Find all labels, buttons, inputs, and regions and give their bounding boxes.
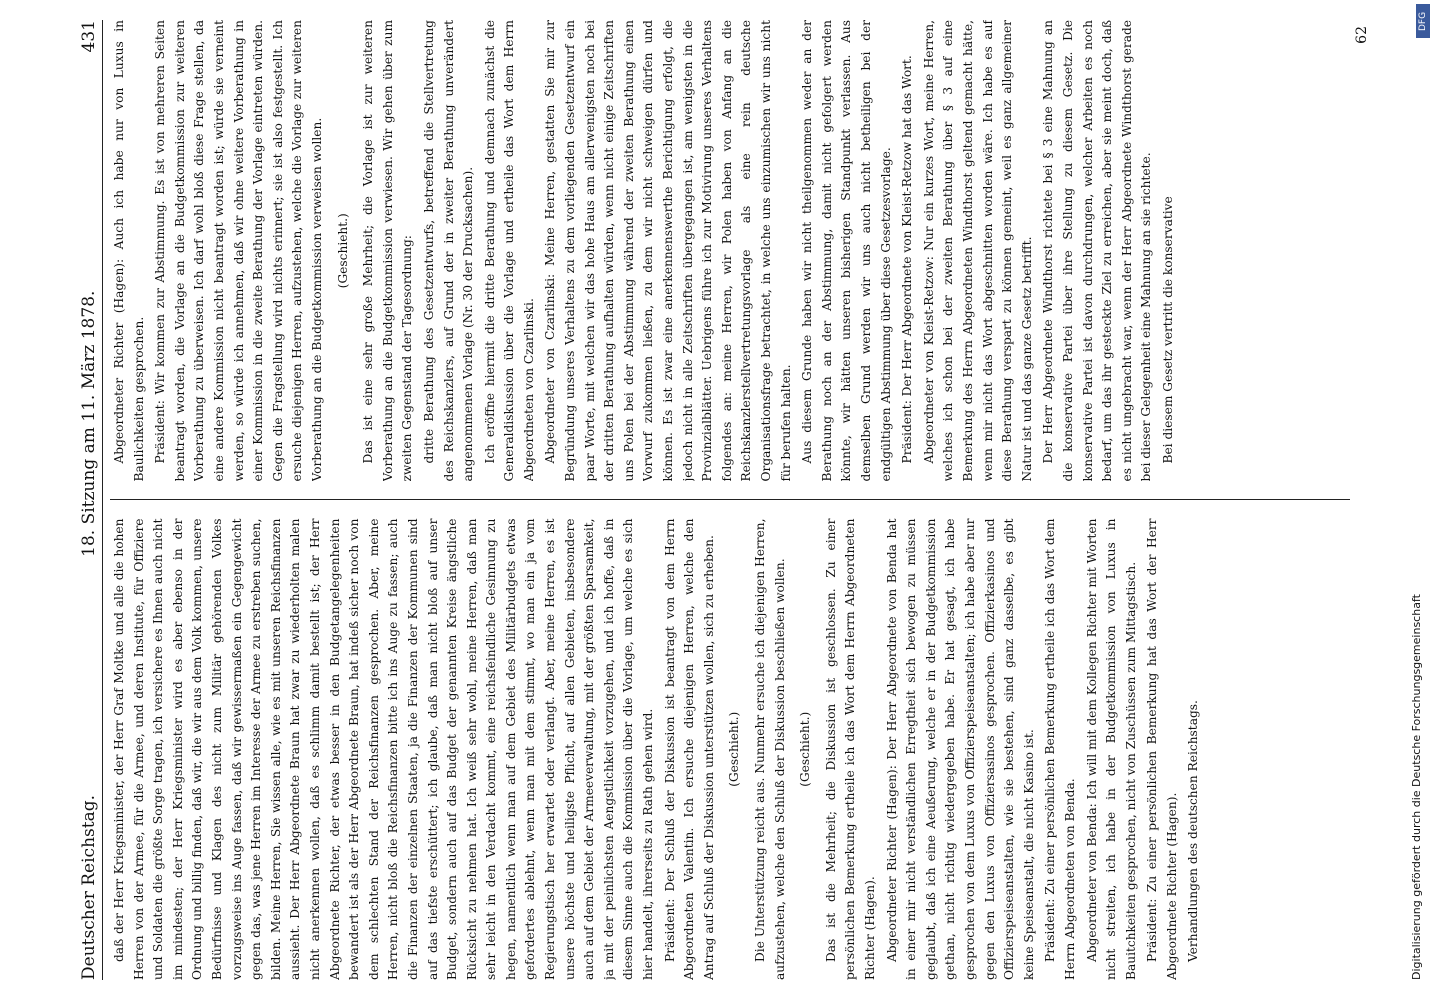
- running-head-left: Deutscher Reichstag.: [79, 795, 99, 980]
- paragraph: Präsident: Zu einer persönlichen Bemerkung hat das Wort der Herr Abgeordnete Richter (Hagen).: [1145, 518, 1179, 980]
- digitization-note: Digitalisierung gefördert durch die Deutsche Forschungsgemeinschaft: [1410, 594, 1423, 980]
- paragraph: Der Herr Abgeordnete Windthorst richtete bei § 3 eine Mahnung an die konservative Partei über ihre Stellung zu diesem Gesetz. Die konservative Partei ist davon durchdrungen, welcher Arbeiten es noch bedarf, um das ihr gesteckte Ziel zu erreichen, aber sie meint doch, daß es nicht ungebracht war, wenn der Herr Abgeordnete Windthorst gerade bei dieser Gelegenheit eine Mahnung an sie richtete.: [1041, 20, 1154, 482]
- paragraph: Präsident: Zu einer persönlichen Bemerkung ertheile ich das Wort dem Herrn Abgeordneten von Benda.: [1043, 518, 1077, 980]
- paragraph: Präsident: Wir kommen zur Abstimmung. Es ist von mehreren Seiten beantragt worden, die Vorlage an die Budgetkommission zur weiteren Vorberathung zu überweisen. Ich darf wohl bloß diese Frage stellen, da eine andere Kommission nicht beantragt worden ist; würde sie verneint werden, so würde ich annehmen, daß wir ohne weitere Vorberathung in einer Kommission in die zweite Berathung der Vorlage eintreten würden. Gegen die Fragstellung wird nichts erinnert; sie ist also festgestellt. Ich ersuche diejenigen Herren, aufzustehen, welche die Vorlage zur weiteren Vorberathung an die Budgetkommission verweisen wollen.: [153, 20, 324, 482]
- paragraph: Ich eröffne hiermit die dritte Berathung und demnach zunächst die Generaldiskussion über die Vorlage und ertheile das Wort dem Herrn Abgeordneten von Czarlinski.: [482, 20, 536, 482]
- paragraph: daß der Herr Kriegsminister, der Herr Graf Moltke und alle die hohen Herren von der Armee, für die Armee, und deren Institute, für Offiziere und Soldaten die größte Sorge tragen, ich versichere es Ihnen auch nicht im mindesten; der Herr Kriegsminister wird es aber ebenso in der Ordnung und billig finden, daß wir, die wir aus dem Volk kommen, unsere Bedürfnisse und Klagen des nicht zum Militär gehörenden Volkes vorzugsweise ins Auge fassen, daß wir gewissermaßen ein Gegengewicht gegen das, was jene Herren im Interesse der Armee zu erstreben suchen, bilden. Meine Herren, Sie wissen alle, wie es mit unseren Reichsfinanzen aussieht. Der Herr Abgeordnete Braun hat zwar zu wiederholten malen nicht anerkennen wollen, daß es schlimm damit bestellt ist; der Herr Abgeordnete Richter, der etwas besser in den Budgetangelegenheiten bewandert ist als der Herr Abgeordnete Braun, hat indeß sicher noch von dem schlechten Stand der Reichsfinanzen gesprochen. Aber, meine Herren, nicht bloß die Reichsfinanzen bitte ich ins Auge zu fassen; auch die Finanzen der einzelnen Staaten, ja die Finanzen der Kommunen sind auf das tiefste erschüttert; ich glaube, daß man nicht bloß auf unser Budget, sondern auch auf das Budget der genannten Kreise ängstliche Rücksicht zu nehmen hat. Ich weiß sehr wohl, meine Herren, daß man sehr leicht in den Verdacht kommt, eine reichsfeindliche Gesinnung zu hegen, namentlich wenn man auf dem Gebiet des Militärbudgets etwas gefordertes ablehnt, wenn man mit dem stimmt, wo man ein ja vom Regierungstisch her erwartet oder verlangt. Aber, meine Herren, es ist unsere höchste und heiligste Pflicht, auf allen Gebieten, insbesondere auch auf dem Gebiet der Armeeverwaltung, mit der größten Sparsamkeit, ja mit der peinlichsten Aengstlichkeit vorzugehen, und ich hoffe, daß in diesem Sinne auch die Kommission über die Vorlage, um welche es sich hier handelt, ihrerseits zu Rath gehen wird.: [112, 518, 656, 980]
- paragraph: Präsident: Der Herr Abgeordnete von Kleist-Retzow hat das Wort.: [900, 55, 915, 464]
- stage-direction: (Geschieht.): [335, 213, 350, 289]
- paragraph: Verhandlungen des deutschen Reichstags.: [1186, 700, 1201, 962]
- paragraph: dritte Berathung des Gesetzentwurfs, betreffend die Stellvertretung des Reichskanzlers, auf Grund der in zweiter Berathung unverändert angenommenen Vorlage (Nr. 30 der Drucksachen).: [421, 20, 476, 482]
- running-head-center: 18. Sitzung am 11. März 1878.: [79, 290, 99, 557]
- paragraph: Abgeordneter Richter (Hagen): Auch ich habe nur von Luxus in Baulichkeiten gesprochen.: [112, 20, 146, 482]
- paragraph: Aus diesem Grunde haben wir nicht theilgenommen weder an der Berathung noch an der Abstimmung, damit nicht gefolgert werden könnte, wir hätten unseren bisherigen Standpunkt verlassen. Aus demselben Grund werden wir uns auch nicht betheiligen bei der endgültigen Abstimmung über diese Gesetzesvorlage.: [800, 20, 893, 482]
- rotated-document-page: [76, 20, 1376, 980]
- stage-direction: (Geschieht.): [727, 711, 742, 787]
- paragraph: Abgeordneter von Kleist-Retzow: Nur ein kurzes Wort, meine Herren, welches ich schon bei der zweiten Berathung über § 3 auf eine Bemerkung des Herrn Abgeordneten Windthorst geltend gemacht hätte, wenn mir nicht das Wort abgeschnitten worden wäre. Ich habe es auf diese Berathung verspart zu können gemeint, weil es ganz allgemeiner Natur ist und das ganze Gesetz betrifft.: [921, 20, 1034, 482]
- digitization-strip: [1395, 0, 1432, 1000]
- paragraph: Abgeordneter von Benda: Ich will mit dem Kollegen Richter mit Worten nicht streiten, ich habe in der Budgetkommission von Luxus in Bauitchkeiten gesprochen, nicht von Zuschüssen zum Mittagstisch.: [1084, 518, 1138, 980]
- paragraph: Das ist die Mehrheit; die Diskussion ist geschlossen. Zu einer persönlichen Bemerkung ertheile ich das Wort dem Herrn Abgeordneten Richter (Hagen).: [823, 518, 877, 980]
- stage-direction: (Geschieht.): [798, 711, 813, 787]
- paragraph: Abgeordneter Richter (Hagen): Der Herr Abgeordnete von Benda hat in einer mir nicht verständlichen Erregtheit sich bewogen zu müssen geglaubt, daß ich eine Aeußerung, welche er in der Budgetkommission gethan, nicht richtig wiedergegeben habe. Er hat gesagt, ich habe gesprochen von dem Luxus von Offizierspeiseanstalten; ich habe aber nur gegen den Luxus von Offiziersasinos gesprochen. Offizierkasinos und Offizierspeiseanstalten, wie sie bestehen, sind ganz dasselbe, es gibt keine Speiseanstalt, die nicht Kasino ist.: [884, 518, 1036, 980]
- text-columns: [110, 20, 1350, 980]
- right-column: [110, 20, 1350, 482]
- running-head: [76, 20, 103, 980]
- left-column: [110, 519, 1350, 981]
- paragraph: Bei diesem Gesetz vertritt die konservative: [1160, 196, 1175, 464]
- dfg-logo: DFG: [1416, 4, 1430, 38]
- paragraph: Präsident: Der Schluß der Diskussion ist beantragt von dem Herrn Abgeordneten Valentin. Ich ersuche diejenigen Herren, welche den Antrag auf Schluß der Diskussion unterstützen wollen, sich zu erheben.: [662, 518, 716, 980]
- signature-mark: 62: [1354, 26, 1370, 44]
- column-divider: [110, 500, 1350, 501]
- paragraph: Die Unterstützung reicht aus. Nunmehr ersuche ich diejenigen Herren, aufzustehen, welche den Schluß der Diskussion beschließen wollen.: [753, 518, 787, 980]
- paragraph: Das ist eine sehr große Mehrheit; die Vorlage ist zur weiteren Vorberathung an die Budgetkommission verwiesen. Wir gehen über zum zweiten Gegenstand der Tagesordnung:: [361, 20, 415, 482]
- page-number: 431: [79, 20, 99, 53]
- paragraph: Abgeordneter von Czarlinski: Meine Herren, gestatten Sie mir zur Begründung unseres Verhaltens zu dem vorliegenden Gesetzentwurf ein paar Worte, mit welchen wir das hohe Haus am allerwenigsten noch bei der dritten Berathung aufhalten würden, wenn nicht einige Zeitschriften uns Polen bei der Abstimmung während der zweiten Berathung einen Vorwurf zukommen ließen, zu dem wir nicht schweigen dürfen und können. Es ist zwar eine anerkennenswerthe Berichtigung erfolgt, die jedoch nicht in alle Zeitschriften übergegangen ist, am wenigsten in die Provinzialblätter. Uebrigens führe ich zur Motivirung unseres Verhaltens folgendes an: meine Herren, wir Polen haben von Anfang an die Reichskanzlerstellvertretungsvorlage als eine rein deutsche Organisationsfrage betrachtet, in welche uns einzumischen wir uns nicht für berufen halten.: [543, 20, 793, 482]
